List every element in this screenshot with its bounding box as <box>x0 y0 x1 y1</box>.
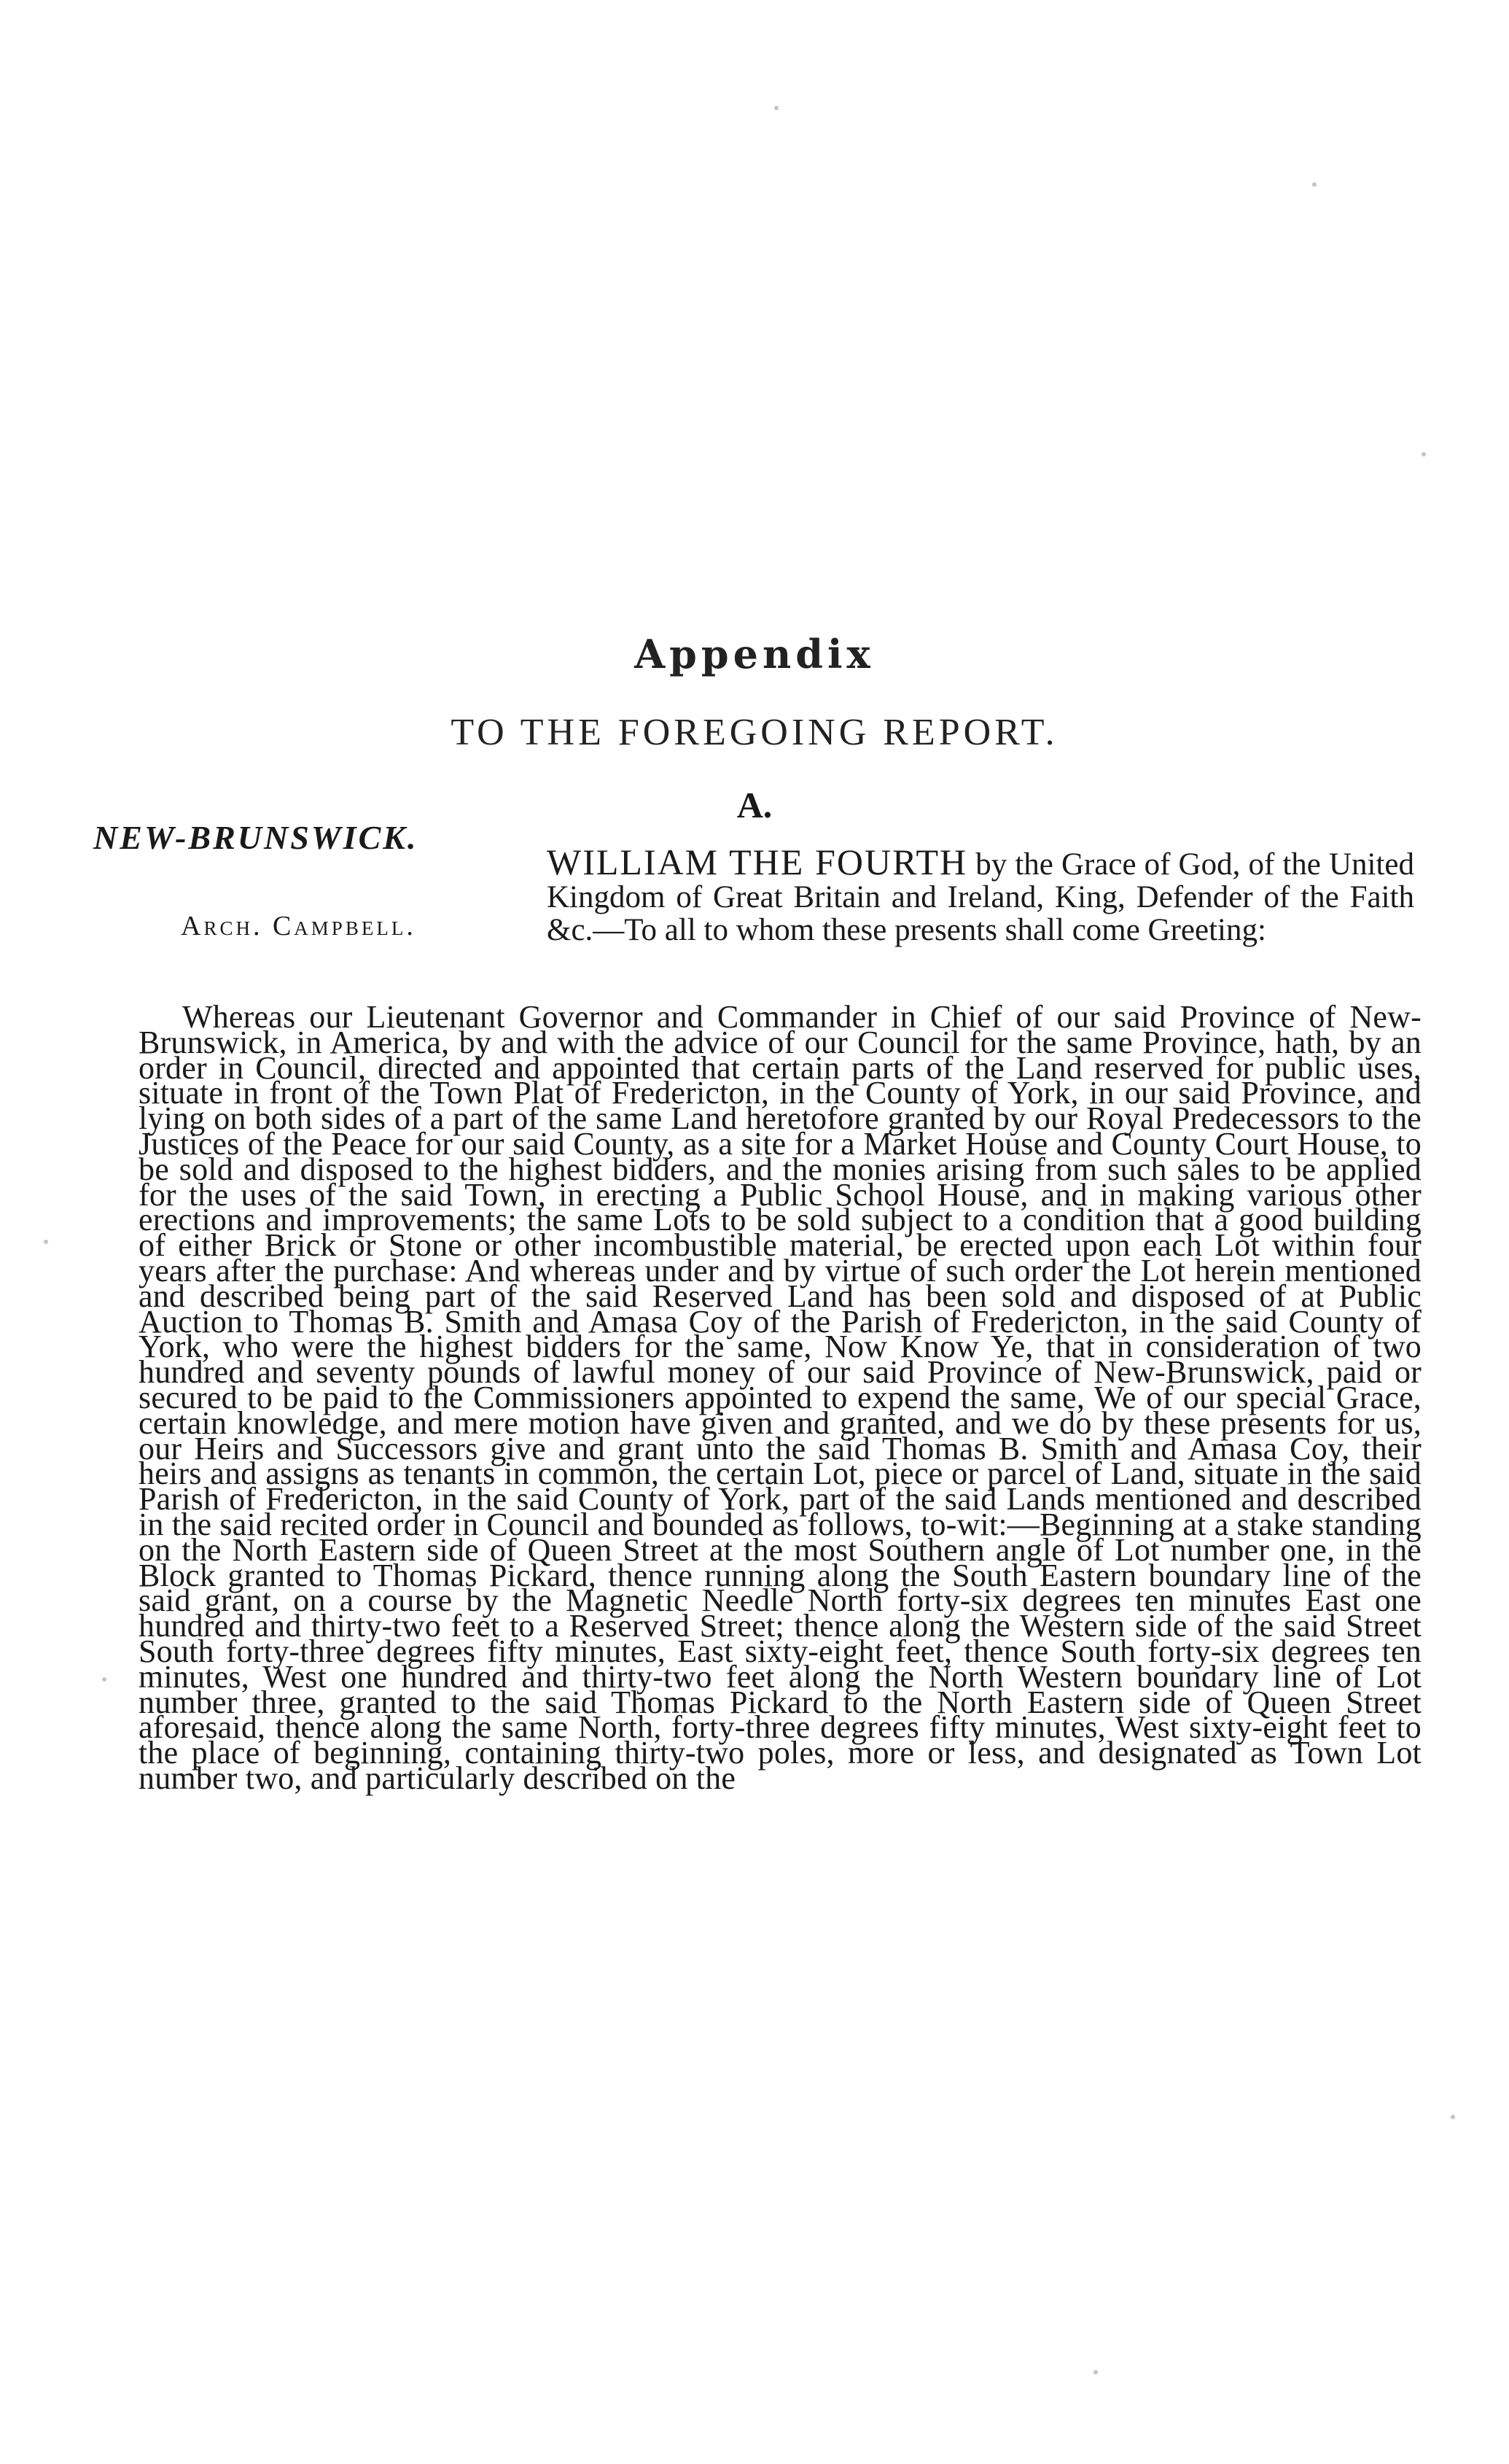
report-subtitle: TO THE FOREGOING REPORT. <box>451 712 1058 753</box>
grant-heading <box>547 842 1415 947</box>
scan-speckle <box>1312 182 1317 187</box>
scan-speckle <box>44 1240 48 1244</box>
grant-body-text: Whereas our Lieutenant Governor and Commander in Chief of our said Province of New-Brunswick, in America, by and with the advice of our Council for the same Province, hath, by an order in Council, directed and appointed that certain parts of the Land reserved for public uses, situate in front of the Town Plat of Fredericton, in the County of York, in our said Province, and lying on both sides of a part of the same Land heretofore granted by our Royal Predecessors to the Justices of the Peace for our said County, as a site for a Market House and County Court House, to be sold and disposed to the highest bidders, and the monies arising from such sales to be applied for the uses of the said Town, in erecting a Public School House, and in making various other erections and improvements; the same Lots to be sold subject to a condition that a good building of either Brick or Stone or other incombustible material, be erected upon each Lot within four years after the purchase: And whereas under and by virtue of such order the Lot herein mentioned and described being part of the said Reserved Land has been sold and disposed of at Public Auction to Thomas B. Smith and Amasa Coy of the Parish of Fredericton, in the said County of York, who were the highest bidders for the same, Now Know Ye, that in consideration of two hundred and seventy pounds of lawful money of our said Province of New-Brunswick, paid or secured to be paid to the Commissioners appointed to expend the same, We of our special Grace, certain knowledge, and mere motion have given and granted, and we do by these presents for us, our Heirs and Successors give and grant unto the said Thomas B. Smith and Amasa Coy, their heirs and assigns as tenants in common, the certain Lot, piece or parcel of Land, situate in the said Parish of Fredericton, in the said County of York, part of the said Lands mentioned and described in the said recited order in Council and bounded as follows, to-wit:—Beginning at a stake standing on the North Eastern side of Queen Street at the most Southern angle of Lot number one, in the Block granted to Thomas Pickard, thence running along the South Eastern boundary line of the said grant, on a course by the Magnetic Needle North forty-six degrees ten minutes East one hundred and thirty-two feet to a Reserved Street; thence along the Western side of the said Street South forty-three degrees fifty minutes, East sixty-eight feet, thence South forty-six degrees ten minutes, West one hundred and thirty-two feet along the North Western boundary line of Lot number three, granted to the said Thomas Pickard to the North Eastern side of Queen Street aforesaid, thence along the same North, forty-three degrees fifty minutes, West sixty-eight feet to the place of beginning, containing thirty-two poles, more or less, and designated as Town Lot number two, and particularly described on the <box>139 999 1422 1796</box>
signature: Arch. Campbell. <box>181 911 416 941</box>
scan-speckle <box>774 106 779 110</box>
king-name: WILLIAM THE FOURTH <box>547 842 968 882</box>
section-letter: A. <box>736 785 773 825</box>
scan-speckle <box>1422 452 1426 456</box>
grant-heading-rest: by the Grace of God, of the United Kingdom of Great Britain and Ireland, King, Defender of the Faith &c.—To all to whom these presents shall come Greeting: <box>547 847 1415 947</box>
appendix-title: Appendix <box>634 631 875 677</box>
province-heading: NEW-BRUNSWICK. <box>93 819 418 856</box>
scan-speckle <box>1093 2370 1098 2374</box>
scan-speckle <box>102 1677 106 1682</box>
scan-speckle <box>1451 2115 1455 2119</box>
